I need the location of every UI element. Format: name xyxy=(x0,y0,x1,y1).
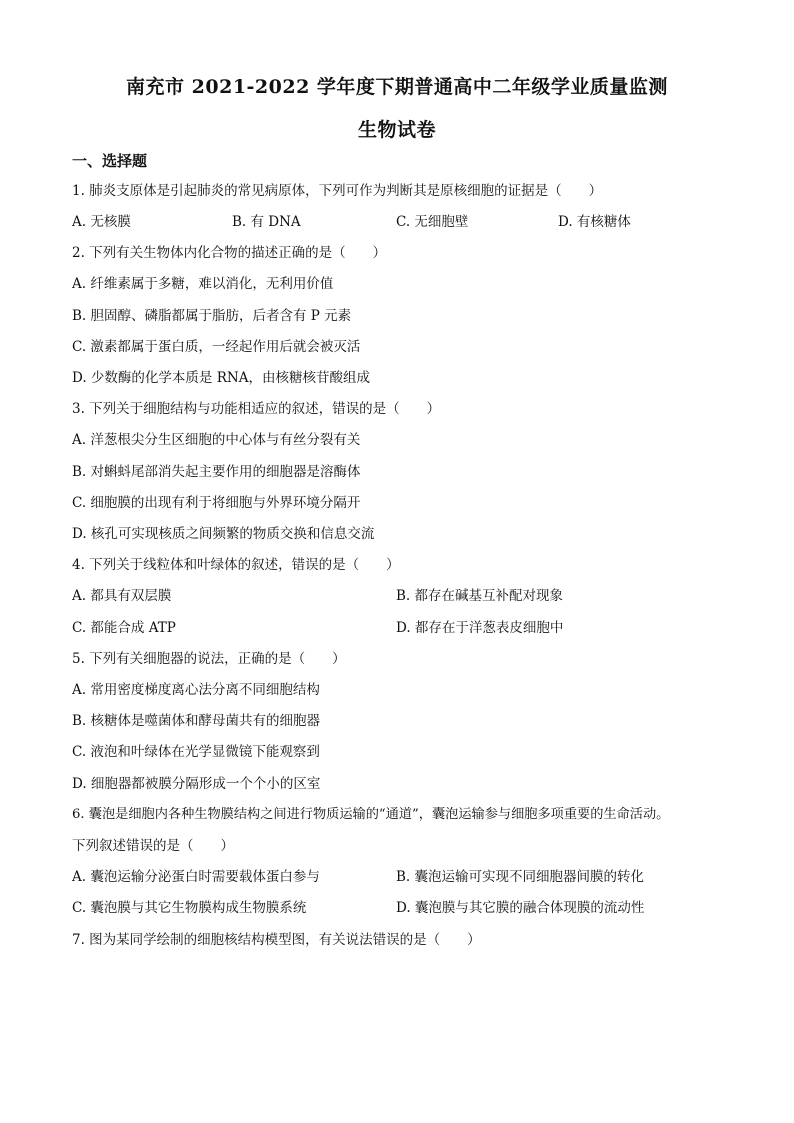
question-1-option-d: D. 有核糖体 xyxy=(558,214,631,230)
page-subtitle: 生物试卷 xyxy=(357,119,436,141)
question-3-option-b: B. 对蝌蚪尾部消失起主要作用的细胞器是溶酶体 xyxy=(72,464,361,480)
page-title: 南充市 2021-2022 学年度下期普通高中二年级学业质量监测 xyxy=(126,76,668,98)
question-3-stem: 3. 下列关于细胞结构与功能相适应的叙述，错误的是（ ） xyxy=(72,401,441,417)
question-6-stem: 6. 囊泡是细胞内各种生物膜结构之间进行物质运输的“通道”，囊泡运输参与细胞多项重要的生命活动。 xyxy=(72,807,670,822)
question-4-option-b: B. 都存在碱基互补配对现象 xyxy=(396,588,564,604)
question-2-option-b: B. 胆固醇、磷脂都属于脂肪，后者含有 P 元素 xyxy=(72,308,352,324)
question-6-option-d: D. 囊泡膜与其它膜的融合体现膜的流动性 xyxy=(396,900,645,916)
question-2-option-d: D. 少数酶的化学本质是 RNA，由核糖核苷酸组成 xyxy=(72,370,370,386)
question-2-option-c: C. 激素都属于蛋白质，一经起作用后就会被灭活 xyxy=(72,339,361,355)
question-2-option-a: A. 纤维素属于多糖，难以消化，无利用价值 xyxy=(72,276,334,292)
question-5-option-b: B. 核糖体是噬菌体和酵母菌共有的细胞器 xyxy=(72,713,321,729)
question-4-option-c: C. 都能合成 ATP xyxy=(72,620,176,636)
question-1-option-a: A. 无核膜 xyxy=(72,214,131,230)
question-3-option-c: C. 细胞膜的出现有利于将细胞与外界环境分隔开 xyxy=(72,495,361,511)
question-4-option-a: A. 都具有双层膜 xyxy=(72,588,172,604)
question-5-option-a: A. 常用密度梯度离心法分离不同细胞结构 xyxy=(72,682,320,698)
question-5-stem: 5. 下列有关细胞器的说法，正确的是（ ） xyxy=(72,651,346,667)
question-4-stem: 4. 下列关于线粒体和叶绿体的叙述，错误的是（ ） xyxy=(72,557,400,573)
question-1-stem: 1. 肺炎支原体是引起肺炎的常见病原体，下列可作为判断其是原核细胞的证据是（ ） xyxy=(72,183,603,199)
question-6-stem-continued: 下列叙述错误的是（ ） xyxy=(72,838,234,854)
question-5-option-d: D. 细胞器都被膜分隔形成一个个小的区室 xyxy=(72,776,321,792)
question-6-option-b: B. 囊泡运输可实现不同细胞器间膜的转化 xyxy=(396,869,645,885)
question-1-option-c: C. 无细胞壁 xyxy=(396,214,469,230)
question-6-option-c: C. 囊泡膜与其它生物膜构成生物膜系统 xyxy=(72,900,307,916)
question-7-stem: 7. 图为某同学绘制的细胞核结构模型图，有关说法错误的是（ ） xyxy=(72,932,481,948)
question-5-option-c: C. 液泡和叶绿体在光学显微镜下能观察到 xyxy=(72,744,320,760)
section-heading: 一、选择题 xyxy=(72,152,148,170)
question-6-option-a: A. 囊泡运输分泌蛋白时需要载体蛋白参与 xyxy=(72,869,320,885)
question-4-option-d: D. 都存在于洋葱表皮细胞中 xyxy=(396,620,564,636)
question-1-option-b: B. 有 DNA xyxy=(232,214,301,230)
question-3-option-d: D. 核孔可实现核质之间频繁的物质交换和信息交流 xyxy=(72,526,375,542)
question-2-stem: 2. 下列有关生物体内化合物的描述正确的是（ ） xyxy=(72,245,387,261)
question-3-option-a: A. 洋葱根尖分生区细胞的中心体与有丝分裂有关 xyxy=(72,432,361,448)
